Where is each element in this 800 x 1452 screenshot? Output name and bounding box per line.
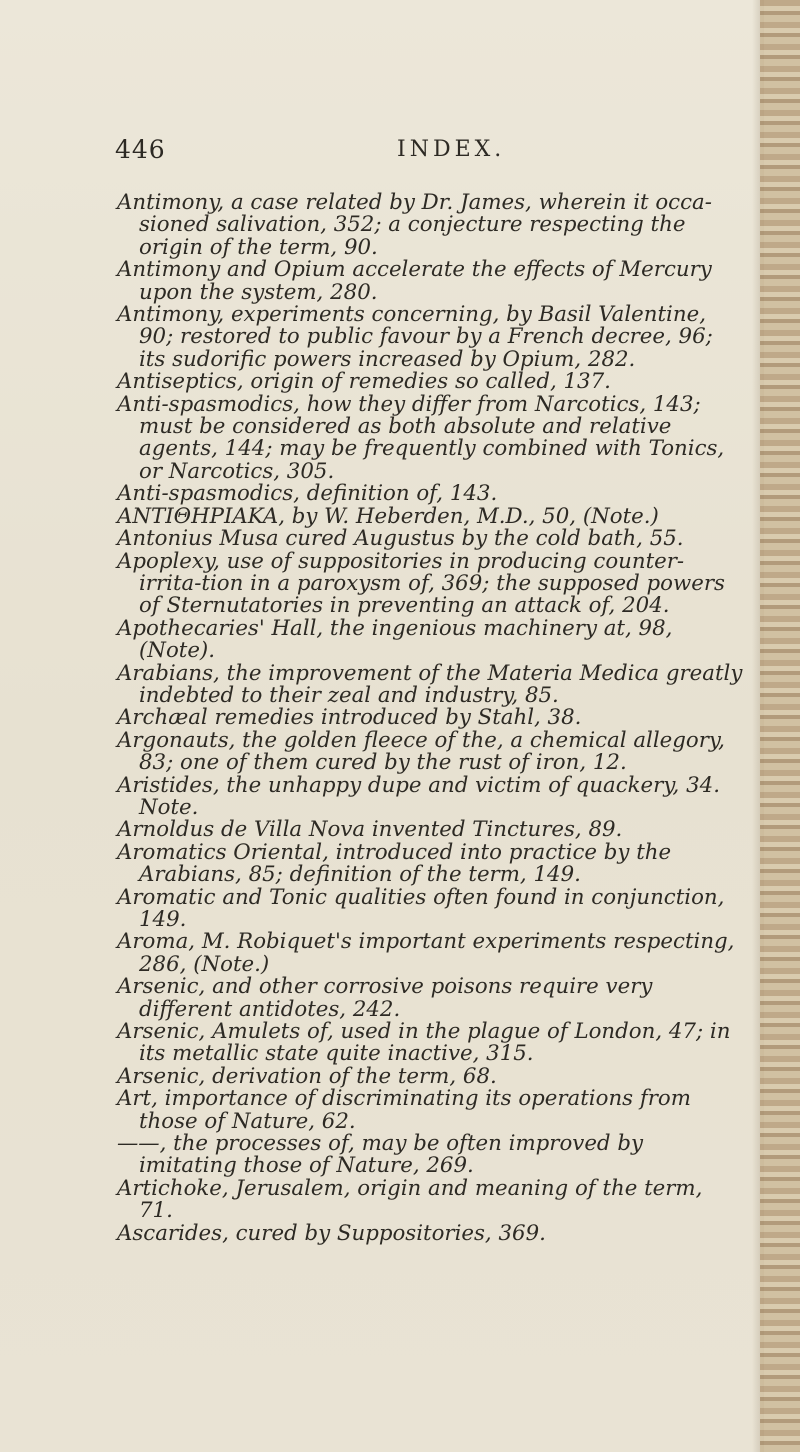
index-entry: ——, the processes of, may be often improved by imitating those of Nature, 269. — [117, 1131, 643, 1179]
index-entry: Arnoldus de Villa Nova invented Tinctures, 89. — [117, 817, 623, 843]
index-entry: Antimony, a case related by Dr. James, wherein it occa-sioned salivation, 352; a conjecture respecting the origin of the term, 90. — [117, 190, 712, 260]
index-entry: Aroma, M. Robiquet's important experiments respecting, 286, (Note.) — [117, 929, 735, 977]
index-entry: Antimony, experiments concerning, by Basil Valentine, 90; restored to public favour by a French decree, 96; its sudorific powers increased by Opium, 282. — [117, 302, 713, 372]
page-edge — [760, 0, 800, 1452]
index-entry: Arsenic, and other corrosive poisons require very different antidotes, 242. — [117, 974, 653, 1022]
page-header — [115, 135, 715, 175]
index-entry: Antonius Musa cured Augustus by the cold bath, 55. — [117, 526, 684, 552]
index-entry: Arabians, the improvement of the Materia Medica greatly indebted to their zeal and industry, 85. — [117, 660, 743, 708]
index-entry: Anti-spasmodics, how they differ from Narcotics, 143; must be considered as both absolute and relative agents, 144; may be frequently combined with Tonics, or Narcotics, 305. — [117, 391, 725, 484]
index-entry: Art, importance of discriminating its operations from those of Nature, 62. — [117, 1086, 691, 1134]
index-entry: Artichoke, Jerusalem, origin and meaning of the term, 71. — [117, 1175, 703, 1224]
index-entry: Aromatics Oriental, introduced into practice by the Arabians, 85; definition of the term, 149. — [117, 839, 672, 888]
index-entry: Ascarides, cured by Suppositories, 369. — [117, 1220, 546, 1246]
index-entry: Arsenic, derivation of the term, 68. — [117, 1063, 497, 1089]
index-entry: Aromatic and Tonic qualities often found in conjunction, 149. — [117, 884, 725, 932]
index-entry: Apoplexy, use of suppositories in producing counter-irrita-tion in a paroxysm of, 369; the supposed powers of Sternutatories in preventing an attack of, 204. — [117, 548, 725, 619]
index-entry: Apothecaries' Hall, the ingenious machinery at, 98, (Note). — [117, 615, 673, 664]
index-entry: Argonauts, the golden fleece of the, a chemical allegory, 83; one of them cured by the rust of iron, 12. — [117, 727, 725, 776]
index-entry: Aristides, the unhappy dupe and victim of quackery, 34. Note. — [117, 772, 720, 820]
page-number: 446 — [115, 135, 166, 164]
index-entry: Antiseptics, origin of remedies so called, 137. — [117, 369, 611, 395]
index-entry: Archæal remedies introduced by Stahl, 38. — [117, 705, 582, 731]
running-head: INDEX. — [397, 137, 506, 162]
index-entry: Arsenic, Amulets of, used in the plague of London, 47; in its metallic state quite inactive, 315. — [117, 1019, 731, 1067]
index-entry: ANTIΘHPIAKA, by W. Heberden, M.D., 50, (Note.) — [117, 503, 659, 529]
index-entries — [117, 192, 743, 1245]
index-entry: Antimony and Opium accelerate the effects of Mercury upon the system, 280. — [117, 257, 712, 305]
index-entry: Anti-spasmodics, definition of, 143. — [117, 481, 498, 507]
